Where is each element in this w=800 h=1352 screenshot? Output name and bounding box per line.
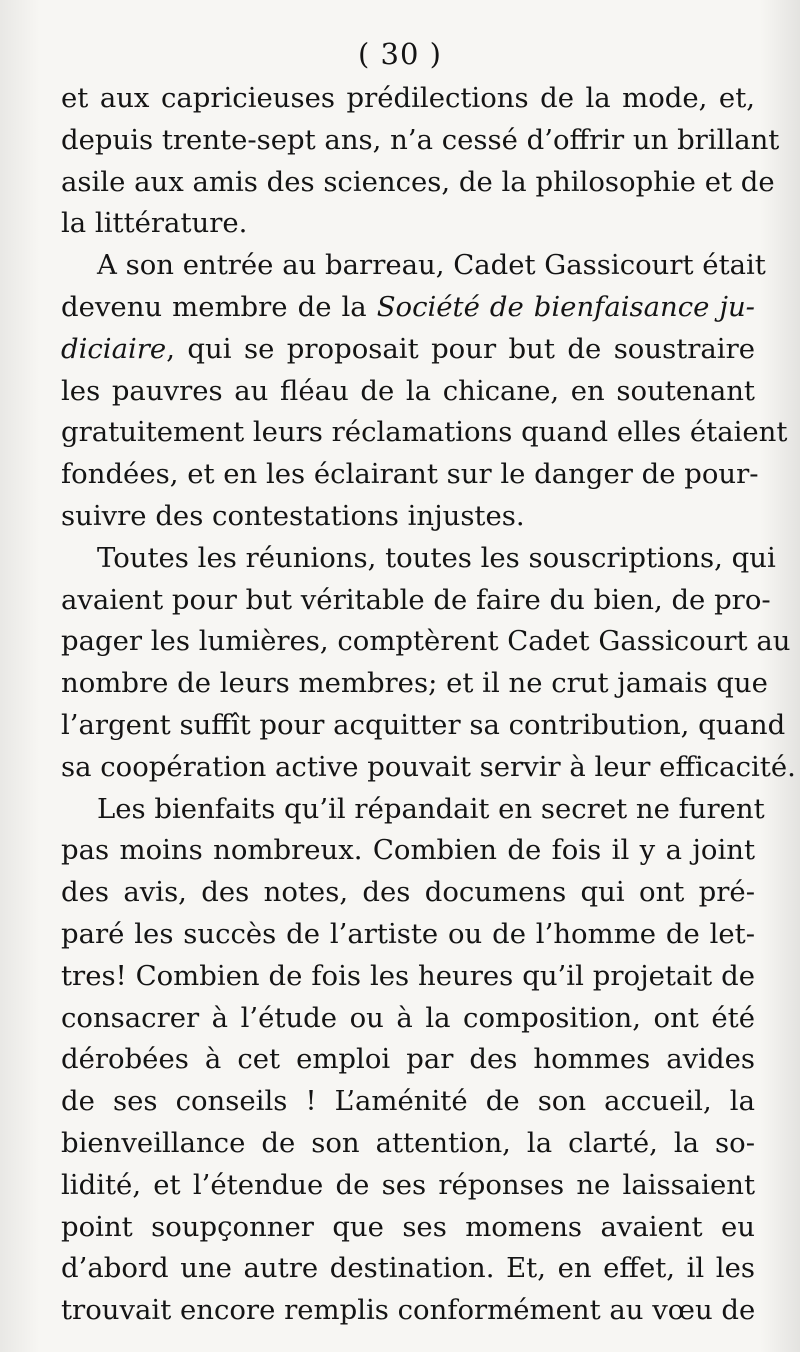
- text-segment: gratuitement leurs réclamations quand elles étaient: [61, 416, 788, 449]
- text-line: [61, 78, 755, 120]
- text-segment: asile aux amis des sciences, de la philosophie et de: [61, 165, 775, 198]
- text-line: [61, 538, 776, 580]
- text-segment: consacrer à l’étude ou à la composition, ont été: [61, 1001, 755, 1034]
- page-number: ( 30 ): [358, 37, 442, 71]
- text-line: [61, 371, 755, 413]
- text-line: [61, 329, 755, 371]
- paragraph: [61, 78, 780, 245]
- text-line: [61, 1248, 755, 1290]
- text-line: [61, 1290, 755, 1332]
- text-line: [61, 830, 755, 872]
- text-line: [61, 956, 755, 998]
- italic-text: Société de bienfaisance ju-: [376, 290, 755, 323]
- text-segment: devenu membre de la: [61, 290, 377, 323]
- italic-text: diciaire: [61, 332, 167, 365]
- text-segment: A son entrée au barreau, Cadet Gassicourt était: [97, 249, 766, 282]
- body-text: [61, 78, 796, 1332]
- text-segment: sa coopération active pouvait servir à leur efficacité.: [61, 750, 796, 783]
- text-line: [61, 1081, 755, 1123]
- text-line: [61, 1039, 755, 1081]
- text-line: [61, 998, 755, 1040]
- text-segment: Toutes les réunions, toutes les souscriptions, qui: [97, 541, 776, 574]
- text-segment: , qui se proposait pour but de soustraire: [166, 332, 755, 365]
- text-line: [61, 287, 755, 329]
- paragraph: [61, 538, 796, 789]
- paragraph: [61, 245, 788, 538]
- text-segment: trouvait encore remplis conformément au vœu de: [61, 1294, 756, 1327]
- text-line: [61, 747, 796, 789]
- text-segment: point soupçonner que ses momens avaient eu: [61, 1210, 755, 1243]
- text-line: [61, 245, 766, 287]
- text-line: [61, 580, 771, 622]
- text-segment: les pauvres au fléau de la chicane, en soutenant: [61, 374, 755, 407]
- text-line: [61, 914, 755, 956]
- text-segment: paré les succès de l’artiste ou de l’homme de let-: [61, 917, 755, 950]
- text-segment: pager les lumières, comptèrent Cadet Gassicourt au: [61, 625, 791, 658]
- text-segment: des avis, des notes, des documens qui ont pré-: [61, 876, 755, 909]
- text-line: [61, 454, 759, 496]
- text-line: [61, 412, 788, 454]
- text-segment: et aux capricieuses prédilections de la mode, et,: [61, 82, 755, 114]
- text-line: [61, 203, 755, 245]
- text-segment: la littérature.: [61, 207, 248, 240]
- text-segment: lidité, et l’étendue de ses réponses ne laissaient: [61, 1168, 755, 1201]
- text-line: [61, 1165, 755, 1207]
- text-line: [61, 1123, 755, 1165]
- paragraph: [61, 789, 765, 1332]
- text-line: [61, 120, 780, 162]
- text-line: [61, 1207, 755, 1249]
- text-segment: fondées, et en les éclairant sur le danger de pour-: [61, 458, 759, 491]
- text-segment: Les bienfaits qu’il répandait en secret ne furent: [97, 792, 765, 825]
- text-line: [61, 705, 786, 747]
- text-line: [61, 872, 755, 914]
- text-line: [61, 621, 791, 663]
- text-segment: l’argent suffît pour acquitter sa contribution, quand: [61, 708, 786, 741]
- text-line: [61, 663, 768, 705]
- text-segment: d’abord une autre destination. Et, en effet, il les: [61, 1252, 755, 1285]
- text-segment: suivre des contestations injustes.: [61, 499, 525, 532]
- text-segment: depuis trente-sept ans, n’a cessé d’offrir un brillant: [61, 123, 780, 156]
- text-segment: de ses conseils ! L’aménité de son accueil, la: [61, 1085, 755, 1118]
- text-segment: tres! Combien de fois les heures qu’il projetait de: [61, 959, 755, 992]
- text-segment: bienveillance de son attention, la clarté, la so-: [61, 1126, 755, 1159]
- text-segment: avaient pour but véritable de faire du bien, de pro-: [61, 583, 771, 616]
- text-line: [61, 162, 775, 204]
- text-line: [61, 789, 765, 831]
- text-line: [61, 496, 755, 538]
- text-segment: dérobées à cet emploi par des hommes avides: [61, 1043, 755, 1076]
- text-segment: nombre de leurs membres; et il ne crut jamais que: [61, 667, 768, 700]
- text-segment: pas moins nombreux. Combien de fois il y a joint: [61, 834, 755, 867]
